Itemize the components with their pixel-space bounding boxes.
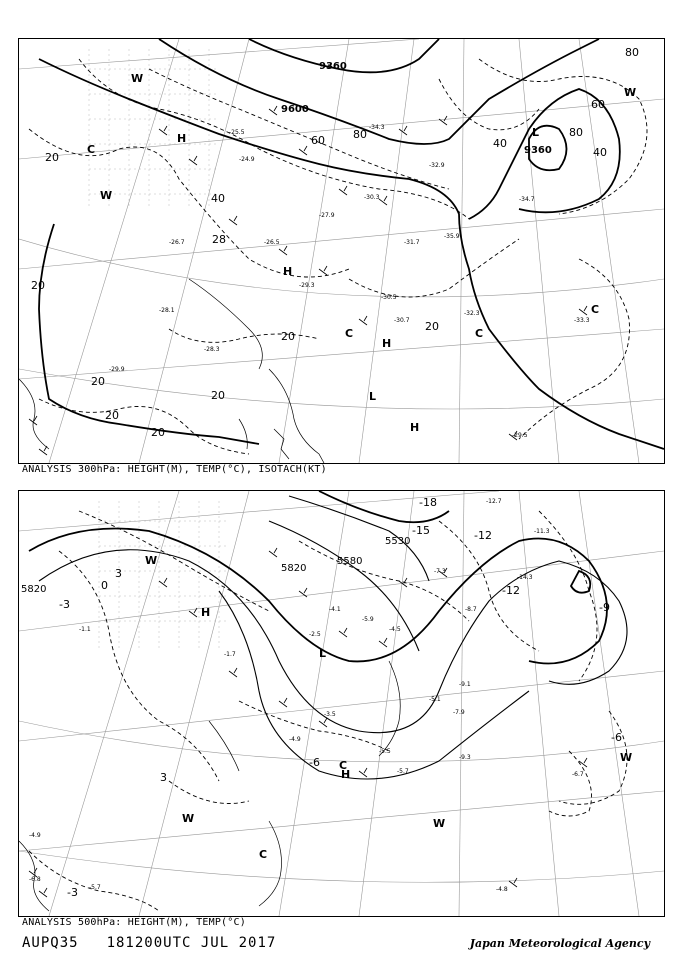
temperature-label: -2.5 xyxy=(309,631,321,638)
cold-center-marker: C xyxy=(591,303,600,316)
warm-center-marker: W xyxy=(131,72,144,85)
graticule xyxy=(19,39,664,463)
high-center-marker: H xyxy=(341,768,351,781)
map-panel-300hpa xyxy=(18,38,665,464)
temperature-label: -11.3 xyxy=(534,528,550,535)
temperature-label: -4.5 xyxy=(389,626,401,633)
isotach-label: 40 xyxy=(593,146,607,159)
isotach-label: 80 xyxy=(569,126,583,139)
temperature-label: -5.1 xyxy=(429,696,441,703)
isotherm-label: -9 xyxy=(599,601,610,614)
isotach-labels xyxy=(31,46,639,439)
isotach-label: 60 xyxy=(591,98,605,111)
high-center-marker: H xyxy=(177,132,187,145)
temperature-label: -29.5 xyxy=(512,432,528,439)
panel-caption-500hpa: ANALYSIS 500hPa: HEIGHT(M), TEMP(°C) xyxy=(22,917,246,928)
temperature-label: -33.3 xyxy=(574,317,590,324)
temperature-label: -25.5 xyxy=(229,129,245,136)
isotach-label: 80 xyxy=(353,128,367,141)
high-center-marker: H xyxy=(201,606,211,619)
temperature-label: -12.7 xyxy=(486,498,502,505)
isotherm-label: -18 xyxy=(419,496,437,509)
temperature-label: -9.1 xyxy=(459,681,471,688)
pressure-centers xyxy=(145,554,632,861)
isotach-label: 40 xyxy=(493,137,507,150)
temperature-label: -29.3 xyxy=(299,282,315,289)
temperature-label: -1.1 xyxy=(79,626,91,633)
temperature-label: -30.5 xyxy=(381,294,397,301)
cold-center-marker: C xyxy=(339,759,348,772)
height-label: 5580 xyxy=(337,556,363,567)
isotach-label: 28 xyxy=(212,233,226,246)
temperature-label: -35.9 xyxy=(444,233,460,240)
isotach-label: 20 xyxy=(105,409,119,422)
temperature-label: -26.7 xyxy=(169,239,185,246)
temperature-label: -30.7 xyxy=(394,317,410,324)
temperature-label: -6.7 xyxy=(572,771,584,778)
wind-barbs xyxy=(29,106,587,455)
cold-center-marker: C xyxy=(259,848,268,861)
terrain-hatch xyxy=(89,49,219,209)
temperature-label: -26.5 xyxy=(264,239,280,246)
chart-identifier xyxy=(22,935,304,951)
agency-credit: Japan Meteorological Agency xyxy=(469,937,650,950)
warm-center-marker: W xyxy=(624,86,637,99)
height-labels xyxy=(21,536,410,595)
graticule xyxy=(19,491,664,916)
temperature-label: -4.9 xyxy=(289,736,301,743)
cold-center-marker: C xyxy=(475,327,484,340)
temperature-label: -7.9 xyxy=(453,709,465,716)
isotherm-label: -12 xyxy=(474,529,492,542)
low-center-marker: L xyxy=(369,390,377,403)
isotach-label: 60 xyxy=(311,134,325,147)
temperature-label: -5.5 xyxy=(379,748,391,755)
high-center-marker: H xyxy=(410,421,420,434)
map-500hpa xyxy=(19,491,664,916)
height-contours xyxy=(39,39,664,449)
temperature-label: -31.7 xyxy=(404,239,420,246)
isotach-label: 20 xyxy=(91,375,105,388)
chart-code: AUPQ35 xyxy=(22,935,79,951)
cold-center-marker: C xyxy=(87,143,96,156)
isotach-label: 20 xyxy=(31,279,45,292)
temperature-label: -30.3 xyxy=(364,194,380,201)
temperature-label: -27.9 xyxy=(319,212,335,219)
warm-center-marker: W xyxy=(182,812,195,825)
temperature-label: -4.8 xyxy=(496,886,508,893)
temperature-label: -32.9 xyxy=(429,162,445,169)
isotherm-label: 3 xyxy=(160,771,167,784)
valid-time: 181200UTC JUL 2017 xyxy=(106,935,277,951)
height-label: 9360 xyxy=(524,145,552,156)
panel-caption-300hpa: ANALYSIS 300hPa: HEIGHT(M), TEMP(°C), ISOTACH(KT) xyxy=(22,464,327,475)
high-center-marker: H xyxy=(283,265,293,278)
temperature-label: -1.7 xyxy=(224,651,236,658)
warm-center-marker: W xyxy=(100,189,113,202)
isotach-label: 40 xyxy=(211,192,225,205)
height-label: 5530 xyxy=(385,536,411,547)
temperature-label: -4.1 xyxy=(329,606,341,613)
isotherm-label: -15 xyxy=(412,524,430,537)
isotherm-label: -12 xyxy=(502,584,520,597)
isotach-label: 20 xyxy=(425,320,439,333)
cold-center-marker: C xyxy=(345,327,354,340)
low-center-marker: L xyxy=(532,126,540,139)
isotherm-label: -3 xyxy=(59,598,70,611)
temperature-label: -4.9 xyxy=(29,832,41,839)
height-label: 5820 xyxy=(281,563,307,574)
height-label: 9360 xyxy=(319,61,347,72)
isotach-label: 20 xyxy=(45,151,59,164)
height-label: 9600 xyxy=(281,104,309,115)
temperature-label: -32.3 xyxy=(464,310,480,317)
temperature-label: -24.9 xyxy=(239,156,255,163)
height-label: 5820 xyxy=(21,584,47,595)
warm-center-marker: W xyxy=(433,817,446,830)
temperature-label: -5.7 xyxy=(397,768,409,775)
isotherm-label: -6 xyxy=(309,756,320,769)
temperature-label: -28.1 xyxy=(159,307,175,314)
high-center-marker: H xyxy=(382,337,392,350)
isotach-label: 20 xyxy=(151,426,165,439)
temperature-label: -34.7 xyxy=(519,196,535,203)
isotach-label: 20 xyxy=(281,330,295,343)
temperature-label: -5.7 xyxy=(89,884,101,891)
isotherm-label: 3 xyxy=(115,567,122,580)
warm-center-marker: W xyxy=(620,751,633,764)
isotach-label: 20 xyxy=(211,389,225,402)
temperature-label: -3.5 xyxy=(324,711,336,718)
temperature-label: -29.9 xyxy=(109,366,125,373)
temperature-label: -7.3 xyxy=(434,568,446,575)
temperature-label: -9.3 xyxy=(459,754,471,761)
temperature-label: -28.3 xyxy=(204,346,220,353)
isotherm-label: -3 xyxy=(67,886,78,899)
temperature-label: -5.9 xyxy=(362,616,374,623)
isotherm-label: -6 xyxy=(611,731,622,744)
temperature-label: -6.8 xyxy=(29,876,41,883)
low-center-marker: L xyxy=(319,647,327,660)
temperature-labels xyxy=(29,498,584,893)
wind-barbs xyxy=(29,548,587,897)
temperature-label: -14.3 xyxy=(517,574,533,581)
isotach-contours xyxy=(29,59,647,454)
isotach-label: 80 xyxy=(625,46,639,59)
temperature-label: -8.7 xyxy=(465,606,477,613)
temperature-label: -34.3 xyxy=(369,124,385,131)
warm-center-marker: W xyxy=(145,554,158,567)
map-300hpa xyxy=(19,39,664,463)
isotherm-label: 0 xyxy=(101,579,108,592)
map-panel-500hpa xyxy=(18,490,665,917)
